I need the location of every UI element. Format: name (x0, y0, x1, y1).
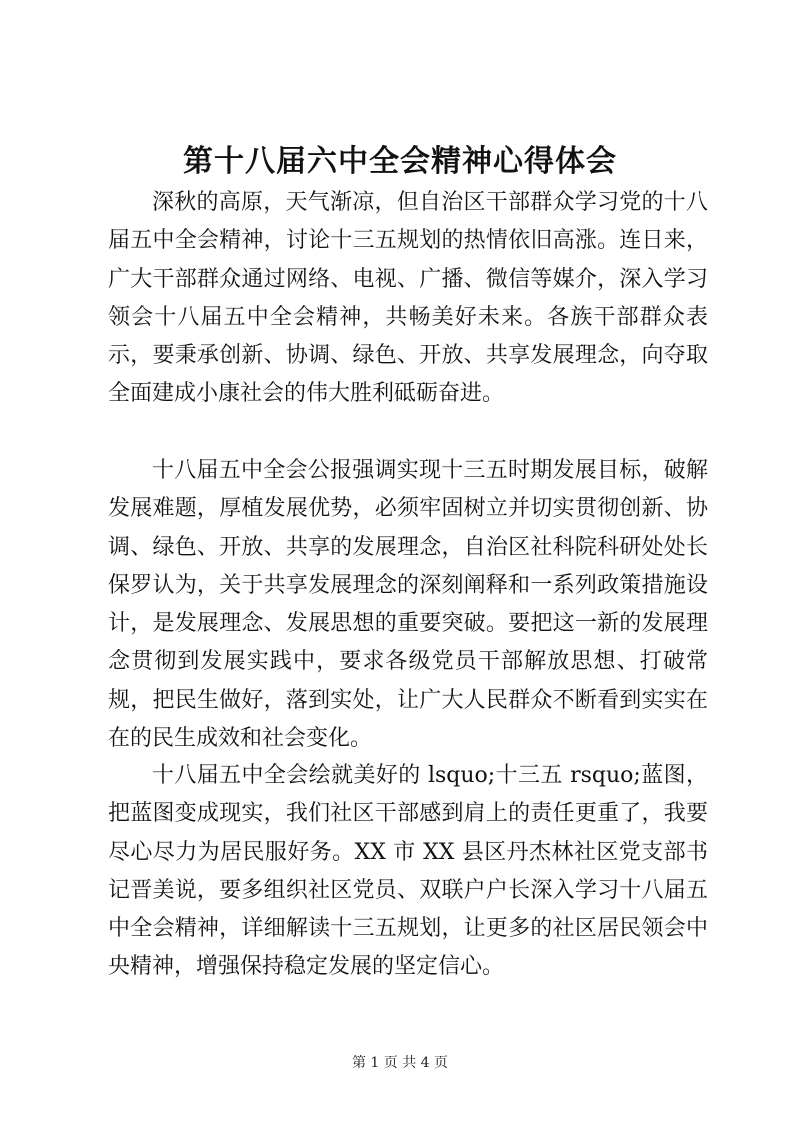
page-footer: 第 1 页 共 4 页 (351, 1055, 449, 1071)
paragraph-2: 十八届五中全会公报强调实现十三五时期发展目标，破解发展难题，厚植发展优势，必须牢固树立并切实贯彻创新、协调、绿色、开放、共享的发展理念，自治区社科院科研处处长保罗认为，关于共享发展理念的深刻阐释和一系列政策措施设计，是发展理念、发展思想的重要突破。要把这一新的发展理念贯彻到发展实践中，要求各级党员干部解放思想、打破常规，把民生做好，落到实处，让广大人民群众不断看到实实在在的民生成效和社会变化。 (108, 458, 708, 752)
paragraph-1: 深秋的高原，天气渐凉，但自治区干部群众学习党的十八届五中全会精神，讨论十三五规划的热情依旧高涨。连日来，广大干部群众通过网络、电视、广播、微信等媒介，深入学习领会十八届五中全会精神，共畅美好未来。各族干部群众表示，要秉承创新、协调、绿色、开放、共享发展理念，向夺取全面建成小康社会的伟大胜利砥砺奋进。 (108, 190, 708, 407)
paragraph-3: 十八届五中全会绘就美好的 lsquo;十三五 rsquo;蓝图，把蓝图变成现实，我们社区干部感到肩上的责任更重了，我要尽心尽力为居民服好务。XX 市 XX 县区丹杰林社区党支部书记晋美说，要多组织社区党员、双联户户长深入学习十八届五中全会精神，详细解读十三五规划，让更多的社区居民领会中央精神，增强保持稳定发展的坚定信心。 (108, 763, 708, 980)
page-title: 第十八届六中全会精神心得体会 (183, 144, 617, 179)
